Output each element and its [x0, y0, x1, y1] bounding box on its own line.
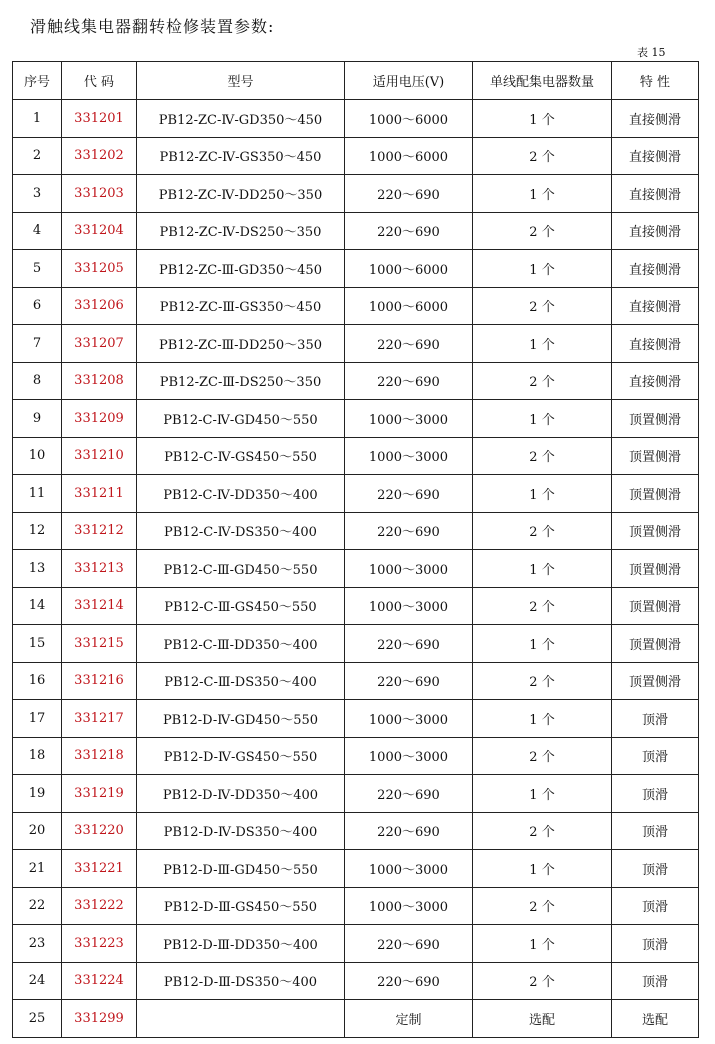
cell-code: 331201: [62, 100, 137, 138]
cell-code: 331204: [62, 212, 137, 250]
table-row: [13, 362, 699, 400]
cell-index: 25: [13, 1000, 62, 1038]
cell-voltage: 1000～3000: [345, 400, 473, 438]
cell-feature: 顶置侧滑: [612, 437, 699, 475]
cell-model: PB12-ZC-Ⅳ-DS250～350: [137, 212, 345, 250]
table-row: [13, 625, 699, 663]
cell-feature: 顶置侧滑: [612, 662, 699, 700]
table-row: [13, 250, 699, 288]
cell-index: 12: [13, 512, 62, 550]
cell-code: 331213: [62, 550, 137, 588]
table-row: [13, 887, 699, 925]
cell-model: PB12-ZC-Ⅳ-GS350～450: [137, 137, 345, 175]
cell-voltage: 1000～6000: [345, 137, 473, 175]
cell-code: 331212: [62, 512, 137, 550]
cell-voltage: 220～690: [345, 325, 473, 363]
cell-index: 16: [13, 662, 62, 700]
cell-feature: 顶置侧滑: [612, 512, 699, 550]
cell-voltage: 1000～6000: [345, 250, 473, 288]
cell-voltage: 220～690: [345, 925, 473, 963]
cell-feature: 直接侧滑: [612, 212, 699, 250]
cell-quantity: 2 个: [473, 587, 612, 625]
cell-feature: 直接侧滑: [612, 287, 699, 325]
cell-code: 331220: [62, 812, 137, 850]
table-row: [13, 100, 699, 138]
cell-voltage: 1000～3000: [345, 887, 473, 925]
table-row: [13, 962, 699, 1000]
cell-model: PB12-C-Ⅲ-DS350～400: [137, 662, 345, 700]
cell-quantity: 2 个: [473, 212, 612, 250]
cell-quantity: 2 个: [473, 437, 612, 475]
cell-model: PB12-D-Ⅳ-DS350～400: [137, 812, 345, 850]
cell-index: 11: [13, 475, 62, 513]
cell-voltage: 1000～3000: [345, 700, 473, 738]
cell-feature: 直接侧滑: [612, 175, 699, 213]
cell-voltage: 220～690: [345, 212, 473, 250]
cell-model: PB12-ZC-Ⅳ-GD350～450: [137, 100, 345, 138]
cell-index: 10: [13, 437, 62, 475]
cell-voltage: 1000～6000: [345, 100, 473, 138]
cell-model: PB12-D-Ⅲ-DS350～400: [137, 962, 345, 1000]
cell-model: PB12-ZC-Ⅲ-GD350～450: [137, 250, 345, 288]
cell-voltage: 220～690: [345, 812, 473, 850]
cell-quantity: 2 个: [473, 737, 612, 775]
cell-quantity: 2 个: [473, 512, 612, 550]
header-index: 序号: [13, 62, 62, 100]
cell-code: 331207: [62, 325, 137, 363]
page-title: 滑触线集电器翻转检修装置参数:: [30, 17, 275, 36]
table-row: [13, 175, 699, 213]
cell-model: PB12-D-Ⅲ-DD350～400: [137, 925, 345, 963]
cell-quantity: 1 个: [473, 850, 612, 888]
cell-feature: 选配: [612, 1000, 699, 1038]
cell-feature: 直接侧滑: [612, 137, 699, 175]
cell-code: 331219: [62, 775, 137, 813]
cell-code: 331223: [62, 925, 137, 963]
cell-voltage: 220～690: [345, 175, 473, 213]
cell-index: 20: [13, 812, 62, 850]
cell-index: 15: [13, 625, 62, 663]
cell-index: 22: [13, 887, 62, 925]
cell-model: PB12-ZC-Ⅲ-GS350～450: [137, 287, 345, 325]
cell-index: 23: [13, 925, 62, 963]
cell-code: 331209: [62, 400, 137, 438]
cell-model: PB12-C-Ⅲ-GD450～550: [137, 550, 345, 588]
cell-code: 331205: [62, 250, 137, 288]
cell-code: 331210: [62, 437, 137, 475]
cell-quantity: 1 个: [473, 100, 612, 138]
table-row: [13, 662, 699, 700]
cell-code: 331206: [62, 287, 137, 325]
cell-voltage: 1000～3000: [345, 850, 473, 888]
cell-quantity: 2 个: [473, 362, 612, 400]
cell-quantity: 1 个: [473, 625, 612, 663]
cell-model: PB12-D-Ⅳ-GS450～550: [137, 737, 345, 775]
cell-quantity: 1 个: [473, 925, 612, 963]
table-row: [13, 137, 699, 175]
cell-feature: 顶置侧滑: [612, 550, 699, 588]
cell-feature: 直接侧滑: [612, 100, 699, 138]
cell-feature: 顶置侧滑: [612, 587, 699, 625]
cell-voltage: 220～690: [345, 962, 473, 1000]
cell-quantity: 2 个: [473, 662, 612, 700]
cell-feature: 顶滑: [612, 962, 699, 1000]
cell-index: 14: [13, 587, 62, 625]
cell-quantity: 2 个: [473, 137, 612, 175]
cell-quantity: 1 个: [473, 475, 612, 513]
cell-model: PB12-C-Ⅲ-DD350～400: [137, 625, 345, 663]
cell-feature: 直接侧滑: [612, 362, 699, 400]
cell-code: 331202: [62, 137, 137, 175]
cell-index: 8: [13, 362, 62, 400]
table-body: [13, 100, 699, 1038]
cell-voltage: 220～690: [345, 362, 473, 400]
cell-voltage: 220～690: [345, 662, 473, 700]
cell-quantity: 1 个: [473, 775, 612, 813]
cell-index: 4: [13, 212, 62, 250]
cell-feature: 顶滑: [612, 700, 699, 738]
table-row: [13, 925, 699, 963]
cell-model: PB12-C-Ⅲ-GS450～550: [137, 587, 345, 625]
cell-model: PB12-C-Ⅳ-GD450～550: [137, 400, 345, 438]
table-row: [13, 1000, 699, 1038]
table-row: [13, 512, 699, 550]
cell-voltage: 定制: [345, 1000, 473, 1038]
table-row: [13, 550, 699, 588]
table-row: [13, 475, 699, 513]
cell-feature: 顶滑: [612, 737, 699, 775]
cell-code: 331224: [62, 962, 137, 1000]
cell-index: 17: [13, 700, 62, 738]
table-row: [13, 775, 699, 813]
cell-index: 1: [13, 100, 62, 138]
cell-model: [137, 1000, 345, 1038]
cell-voltage: 220～690: [345, 475, 473, 513]
cell-feature: 直接侧滑: [612, 250, 699, 288]
cell-model: PB12-C-Ⅳ-DD350～400: [137, 475, 345, 513]
cell-code: 331222: [62, 887, 137, 925]
cell-quantity: 1 个: [473, 325, 612, 363]
cell-code: 331299: [62, 1000, 137, 1038]
table-row: [13, 437, 699, 475]
cell-model: PB12-D-Ⅳ-GD450～550: [137, 700, 345, 738]
cell-code: 331221: [62, 850, 137, 888]
table-row: [13, 587, 699, 625]
cell-model: PB12-ZC-Ⅲ-DD250～350: [137, 325, 345, 363]
cell-index: 6: [13, 287, 62, 325]
table-row: [13, 700, 699, 738]
cell-index: 9: [13, 400, 62, 438]
cell-quantity: 1 个: [473, 550, 612, 588]
cell-code: 331218: [62, 737, 137, 775]
cell-model: PB12-D-Ⅳ-DD350～400: [137, 775, 345, 813]
cell-index: 24: [13, 962, 62, 1000]
cell-voltage: 220～690: [345, 512, 473, 550]
cell-quantity: 2 个: [473, 287, 612, 325]
cell-index: 7: [13, 325, 62, 363]
cell-index: 21: [13, 850, 62, 888]
cell-quantity: 选配: [473, 1000, 612, 1038]
cell-model: PB12-ZC-Ⅳ-DD250～350: [137, 175, 345, 213]
cell-code: 331211: [62, 475, 137, 513]
cell-quantity: 1 个: [473, 250, 612, 288]
table-number: 表 15: [637, 46, 666, 59]
cell-quantity: 2 个: [473, 962, 612, 1000]
cell-code: 331216: [62, 662, 137, 700]
cell-model: PB12-ZC-Ⅲ-DS250～350: [137, 362, 345, 400]
header-quantity: 单线配集电器数量: [473, 62, 612, 100]
table-row: [13, 325, 699, 363]
table-row: [13, 400, 699, 438]
cell-model: PB12-C-Ⅳ-DS350～400: [137, 512, 345, 550]
header-model: 型号: [137, 62, 345, 100]
table-row: [13, 850, 699, 888]
cell-index: 13: [13, 550, 62, 588]
cell-feature: 直接侧滑: [612, 325, 699, 363]
cell-feature: 顶置侧滑: [612, 400, 699, 438]
cell-quantity: 1 个: [473, 175, 612, 213]
header-code: 代 码: [62, 62, 137, 100]
table-row: [13, 737, 699, 775]
cell-index: 2: [13, 137, 62, 175]
cell-code: 331215: [62, 625, 137, 663]
cell-code: 331203: [62, 175, 137, 213]
cell-feature: 顶置侧滑: [612, 625, 699, 663]
cell-code: 331208: [62, 362, 137, 400]
header-voltage: 适用电压(V): [345, 62, 473, 100]
cell-voltage: 1000～3000: [345, 550, 473, 588]
header-feature: 特 性: [612, 62, 699, 100]
cell-feature: 顶滑: [612, 775, 699, 813]
cell-quantity: 1 个: [473, 700, 612, 738]
cell-feature: 顶置侧滑: [612, 475, 699, 513]
cell-voltage: 1000～6000: [345, 287, 473, 325]
cell-index: 3: [13, 175, 62, 213]
cell-index: 18: [13, 737, 62, 775]
cell-model: PB12-D-Ⅲ-GD450～550: [137, 850, 345, 888]
cell-quantity: 2 个: [473, 887, 612, 925]
cell-quantity: 1 个: [473, 400, 612, 438]
table-row: [13, 287, 699, 325]
cell-model: PB12-C-Ⅳ-GS450～550: [137, 437, 345, 475]
cell-code: 331217: [62, 700, 137, 738]
cell-voltage: 1000～3000: [345, 437, 473, 475]
cell-voltage: 220～690: [345, 775, 473, 813]
table-row: [13, 812, 699, 850]
cell-feature: 顶滑: [612, 850, 699, 888]
cell-index: 19: [13, 775, 62, 813]
table-row: [13, 212, 699, 250]
cell-voltage: 1000～3000: [345, 737, 473, 775]
cell-index: 5: [13, 250, 62, 288]
cell-feature: 顶滑: [612, 812, 699, 850]
table-header-row: [13, 62, 699, 100]
cell-model: PB12-D-Ⅲ-GS450～550: [137, 887, 345, 925]
parameter-table: [12, 61, 699, 1038]
cell-feature: 顶滑: [612, 887, 699, 925]
cell-code: 331214: [62, 587, 137, 625]
cell-voltage: 220～690: [345, 625, 473, 663]
cell-feature: 顶滑: [612, 925, 699, 963]
cell-quantity: 2 个: [473, 812, 612, 850]
cell-voltage: 1000～3000: [345, 587, 473, 625]
